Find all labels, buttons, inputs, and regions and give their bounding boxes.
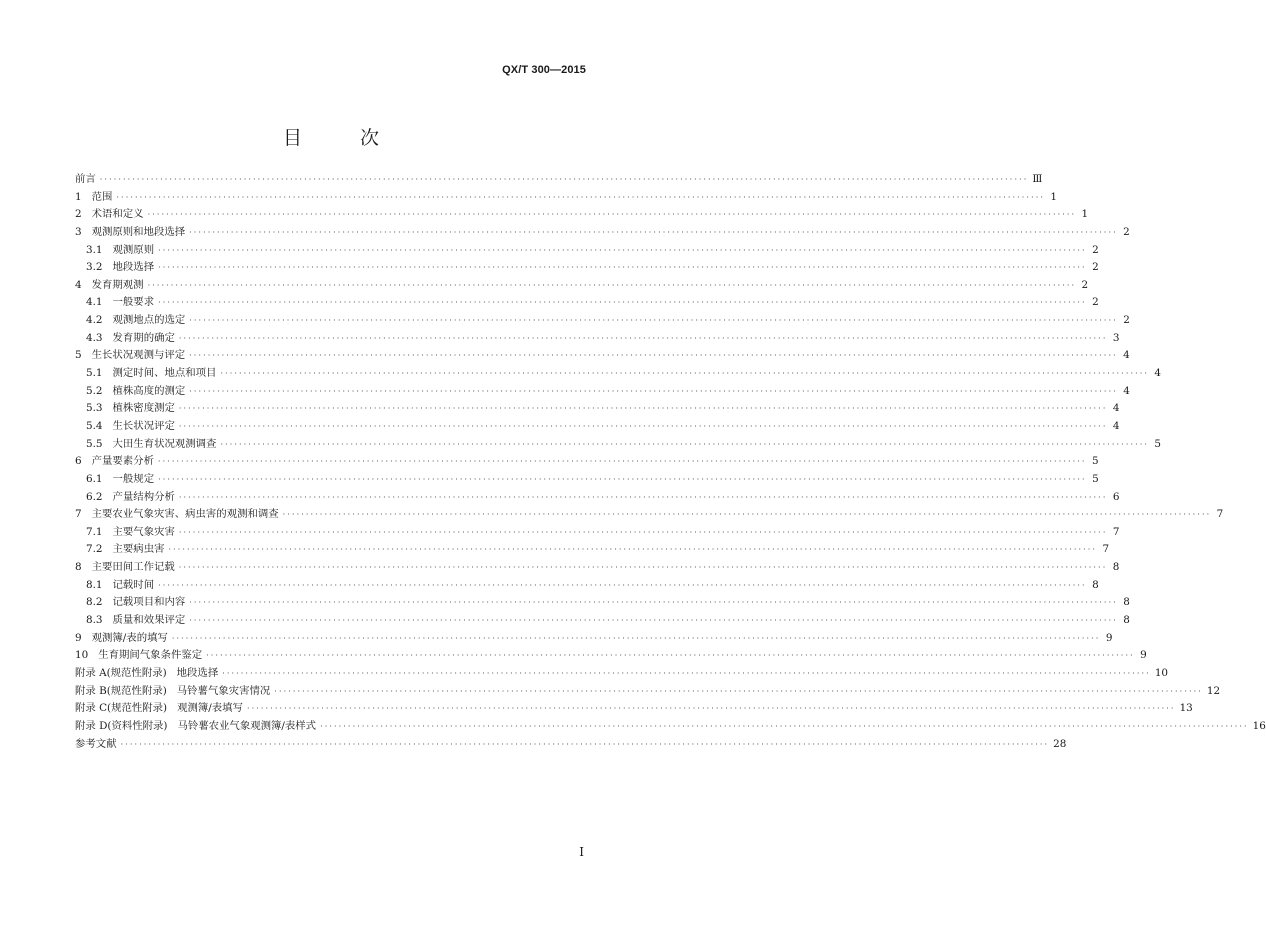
toc-entry-page: 8 [1112, 561, 1120, 574]
toc-entry-label [75, 347, 185, 365]
toc-entry-label [75, 471, 154, 489]
toc-entry-page: 5 [1154, 437, 1162, 450]
toc-entry-number: 5 [75, 349, 82, 362]
dot-leader: ········································································································································································································ [178, 421, 1108, 431]
toc-entry-label [75, 541, 164, 559]
dot-leader: ········································································································································································································ [168, 545, 1098, 555]
toc-entry-text: 测定时间、地点和项目 [112, 367, 217, 380]
dot-leader: ········································································································································································································ [220, 439, 1150, 449]
dot-leader: ········································································································································································································ [189, 616, 1118, 626]
toc-entry-text: 主要气象灾害 [112, 525, 175, 538]
toc-entry-label [75, 718, 316, 736]
toc-entry-number: 3 [75, 225, 82, 238]
toc-entry[interactable] [75, 471, 1099, 489]
toc-entry-label [75, 594, 185, 612]
toc-entry-text: 植株密度测定 [112, 402, 175, 415]
toc-entry-label [75, 700, 243, 718]
dot-leader: ········································································································································································································ [171, 633, 1101, 643]
dot-leader: ········································································································································································································ [189, 351, 1118, 361]
toc-entry-page: Ⅲ [1032, 173, 1043, 185]
toc-entry-page: 2 [1081, 278, 1089, 291]
toc-entry-label [75, 453, 154, 471]
toc-entry-number: 4.1 [86, 296, 103, 309]
toc-entry-text: 主要病虫害 [112, 543, 165, 556]
toc-entry[interactable] [75, 365, 1162, 383]
toc-entry-number: 2 [75, 208, 82, 221]
toc-entry-page: 13 [1179, 702, 1193, 715]
toc-entry[interactable] [75, 418, 1120, 436]
dot-leader: ········································································································································································································ [158, 263, 1087, 273]
toc-entry-label [75, 577, 154, 595]
dot-leader: ········································································································································································································ [189, 316, 1118, 326]
dot-leader: ········································································································································································································ [178, 492, 1108, 502]
toc-entry-text: 生长状况评定 [112, 419, 175, 432]
toc-entry-text: 参考文献 [75, 737, 117, 750]
toc-entry-number: 6 [75, 455, 82, 468]
toc-entry-number: 5.5 [86, 437, 103, 450]
toc-entry-label [75, 189, 112, 207]
toc-entry-text: 地段选择 [176, 666, 219, 679]
toc-entry-number: 9 [75, 631, 82, 644]
dot-leader: ········································································································································································································ [120, 739, 1050, 749]
toc-entry-page: 4 [1123, 349, 1130, 362]
toc-entry-label [75, 224, 185, 242]
toc-entry-text: 术语和定义 [91, 208, 144, 221]
toc-entry-page: 8 [1092, 578, 1099, 591]
toc-entry[interactable] [75, 594, 1130, 612]
toc-entry-text: 观测簿/表的填写 [91, 631, 168, 644]
standard-code: QX/T 300—2015 [502, 64, 586, 76]
toc-entry[interactable] [75, 294, 1099, 312]
dot-leader: ········································································································································································································ [189, 386, 1118, 396]
toc-entry-page: 4 [1154, 367, 1162, 380]
toc-entry-label [75, 559, 175, 577]
dot-leader: ········································································································································································································ [158, 245, 1087, 255]
toc-entry-page: 10 [1154, 666, 1169, 679]
toc-entry-text: 产量结构分析 [112, 490, 175, 503]
toc-entry-page: 2 [1092, 296, 1099, 309]
toc-entry-page: 4 [1123, 384, 1130, 397]
toc-entry[interactable] [75, 224, 1130, 242]
toc-entry-text: 观测地点的选定 [112, 314, 186, 327]
toc-entry-page: 6 [1112, 490, 1120, 503]
toc-entry-page: 5 [1092, 472, 1099, 485]
dot-leader: ········································································································································································································ [178, 563, 1108, 573]
toc-entry-label [75, 330, 175, 348]
dot-leader: ········································································································································································································ [116, 192, 1045, 202]
toc-entry-text: 植株高度的测定 [112, 384, 186, 397]
dot-leader: ········································································································································································································ [178, 404, 1108, 414]
toc-entry-label [75, 647, 202, 665]
toc-entry[interactable] [75, 171, 1043, 189]
toc-entry[interactable] [75, 206, 1089, 224]
toc-entry-number: 4.3 [86, 331, 103, 344]
toc-entry-label [75, 489, 175, 507]
dot-leader: ········································································································································································································ [178, 333, 1108, 343]
toc-entry-page: 2 [1123, 225, 1130, 238]
toc-entry-text: 记载项目和内容 [112, 596, 186, 609]
toc-entry-number: 5.4 [86, 419, 103, 432]
toc-entry-number: 6.1 [86, 472, 103, 485]
toc-entry-text: 马铃薯气象灾害情况 [176, 684, 271, 697]
toc-entry-label [75, 294, 154, 312]
toc-entry-number: 1 [75, 190, 82, 203]
toc-entry-number: 7 [75, 508, 82, 521]
toc-entry-label [75, 524, 175, 542]
toc-entry-text: 发育期观测 [91, 278, 144, 291]
toc-entry-number: 6.2 [86, 490, 103, 503]
toc-entry[interactable] [75, 736, 1067, 754]
toc-entry-label [75, 612, 185, 630]
toc-entry-label [75, 259, 154, 277]
toc-entry-label [75, 171, 96, 189]
toc-entry[interactable] [75, 242, 1099, 260]
toc-entry-text: 范围 [91, 190, 113, 203]
toc-entry-page: 1 [1081, 208, 1089, 221]
dot-leader: ········································································································································································································ [246, 704, 1176, 714]
toc-entry-label [75, 665, 218, 683]
toc-entry-label [75, 418, 175, 436]
toc-entry[interactable] [75, 541, 1110, 559]
toc-entry[interactable] [75, 506, 1224, 524]
toc-entry-page: 28 [1053, 737, 1067, 750]
toc-entry-page: 9 [1140, 649, 1147, 662]
toc-entry[interactable] [75, 189, 1057, 207]
toc-entry-text: 生育期间气象条件鉴定 [98, 649, 203, 662]
dot-leader: ········································································································································································································ [147, 280, 1077, 290]
toc-entry-number: 8.1 [86, 578, 103, 591]
toc-entry-number: 7.1 [86, 525, 103, 538]
toc-entry-page: 1 [1050, 190, 1057, 203]
toc-entry-number: 3.1 [86, 243, 103, 256]
toc-entry-number: 5.3 [86, 402, 103, 415]
dot-leader: ········································································································································································································ [158, 298, 1087, 308]
toc-entry[interactable] [75, 630, 1113, 648]
dot-leader: ········································································································································································································ [222, 668, 1151, 678]
toc-entry-number: 5.1 [86, 367, 103, 380]
toc-entry-number: 附录 D(资料性附录) [75, 719, 168, 732]
dot-leader: ········································································································································································································ [220, 369, 1150, 379]
toc-entry-text: 观测簿/表填写 [177, 702, 243, 715]
toc-entry-page: 16 [1252, 719, 1266, 732]
toc-entry-label [75, 400, 175, 418]
toc-entry-number: 附录 B(规范性附录) [75, 684, 167, 697]
dot-leader: ········································································································································································································ [178, 527, 1108, 537]
toc-entry[interactable] [75, 312, 1130, 330]
toc-entry-page: 2 [1123, 314, 1130, 327]
toc-entry-text: 主要农业气象灾害、病虫害的观测和调查 [91, 508, 279, 521]
dot-leader: ········································································································································································································ [320, 721, 1249, 731]
toc-entry-number: 附录 A(规范性附录) [75, 666, 167, 679]
toc-entry-number: 8.3 [86, 614, 103, 627]
table-of-contents [75, 171, 1266, 753]
toc-entry-label [75, 277, 144, 295]
toc-entry-page: 8 [1123, 614, 1130, 627]
toc-entry-label [75, 312, 185, 330]
toc-entry-text: 主要田间工作记载 [91, 561, 175, 574]
toc-entry[interactable] [75, 347, 1130, 365]
dot-leader: ········································································································································································································ [147, 210, 1077, 220]
toc-entry-label [75, 506, 279, 524]
toc-entry-text: 前言 [75, 173, 96, 185]
dot-leader: ········································································································································································································ [158, 580, 1087, 590]
toc-entry-text: 马铃薯农业气象观测簿/表样式 [177, 719, 317, 732]
toc-entry-label [75, 436, 216, 454]
toc-entry[interactable] [75, 577, 1099, 595]
toc-entry-text: 地段选择 [112, 261, 155, 274]
toc-entry-number: 4 [75, 278, 82, 291]
toc-entry-number: 3.2 [86, 261, 103, 274]
toc-entry-page: 2 [1092, 261, 1099, 274]
toc-entry-page: 7 [1102, 543, 1110, 556]
toc-entry-text: 生长状况观测与评定 [91, 349, 186, 362]
toc-entry-label [75, 206, 144, 224]
toc-entry[interactable] [75, 700, 1193, 718]
dot-leader: ········································································································································································································ [274, 686, 1203, 696]
toc-entry-page: 3 [1112, 331, 1120, 344]
toc-entry-text: 产量要素分析 [91, 455, 154, 468]
toc-entry[interactable] [75, 400, 1120, 418]
dot-leader: ········································································································································································································ [189, 227, 1118, 237]
toc-entry-number: 10 [75, 649, 89, 662]
toc-entry[interactable] [75, 718, 1266, 736]
toc-entry-label [75, 242, 154, 260]
toc-entry-page: 4 [1112, 402, 1120, 415]
toc-entry-number: 5.2 [86, 384, 103, 397]
toc-entry[interactable] [75, 683, 1221, 701]
toc-entry[interactable] [75, 383, 1130, 401]
toc-entry[interactable] [75, 647, 1147, 665]
dot-leader: ········································································································································································································ [99, 175, 1029, 184]
toc-entry-page: 7 [1216, 508, 1224, 521]
toc-entry[interactable] [75, 259, 1099, 277]
dot-leader: ········································································································································································································ [158, 474, 1087, 484]
toc-entry[interactable] [75, 277, 1089, 295]
toc-entry-page: 7 [1112, 525, 1120, 538]
toc-entry[interactable] [75, 524, 1120, 542]
toc-entry-text: 观测原则 [112, 243, 155, 256]
toc-entry-page: 2 [1092, 243, 1099, 256]
toc-entry-text: 一般要求 [112, 296, 155, 309]
toc-entry-number: 8 [75, 561, 82, 574]
toc-entry-text: 记载时间 [112, 578, 155, 591]
toc-entry[interactable] [75, 559, 1120, 577]
toc-entry-number: 8.2 [86, 596, 103, 609]
dot-leader: ········································································································································································································ [206, 651, 1135, 661]
toc-entry[interactable] [75, 612, 1130, 630]
dot-leader: ········································································································································································································ [157, 457, 1087, 467]
toc-entry-page: 4 [1112, 419, 1120, 432]
dot-leader: ········································································································································································································ [282, 510, 1212, 520]
toc-entry-page: 8 [1123, 596, 1130, 609]
toc-entry-page: 12 [1206, 684, 1221, 697]
toc-entry-text: 质量和效果评定 [112, 614, 186, 627]
toc-entry-text: 一般规定 [112, 472, 155, 485]
toc-entry-number: 4.2 [86, 314, 103, 327]
toc-entry[interactable] [75, 436, 1162, 454]
toc-entry-text: 发育期的确定 [112, 331, 175, 344]
toc-entry-label [75, 683, 270, 701]
toc-entry[interactable] [75, 330, 1120, 348]
toc-entry-page: 9 [1105, 631, 1113, 644]
toc-entry[interactable] [75, 489, 1120, 507]
toc-entry-label [75, 630, 168, 648]
toc-entry-page: 5 [1091, 455, 1099, 468]
toc-entry-label [75, 365, 216, 383]
toc-entry-number: 附录 C(规范性附录) [75, 702, 168, 715]
toc-entry[interactable] [75, 453, 1099, 471]
toc-entry[interactable] [75, 665, 1169, 683]
toc-entry-text: 大田生育状况观测调查 [112, 437, 217, 450]
toc-entry-label [75, 383, 185, 401]
toc-entry-number: 7.2 [86, 543, 103, 556]
dot-leader: ········································································································································································································ [189, 598, 1118, 608]
page-number: Ⅰ [579, 845, 584, 859]
toc-entry-text: 观测原则和地段选择 [91, 225, 186, 238]
toc-entry-label [75, 736, 117, 754]
page-title: 目 次 [282, 127, 406, 149]
